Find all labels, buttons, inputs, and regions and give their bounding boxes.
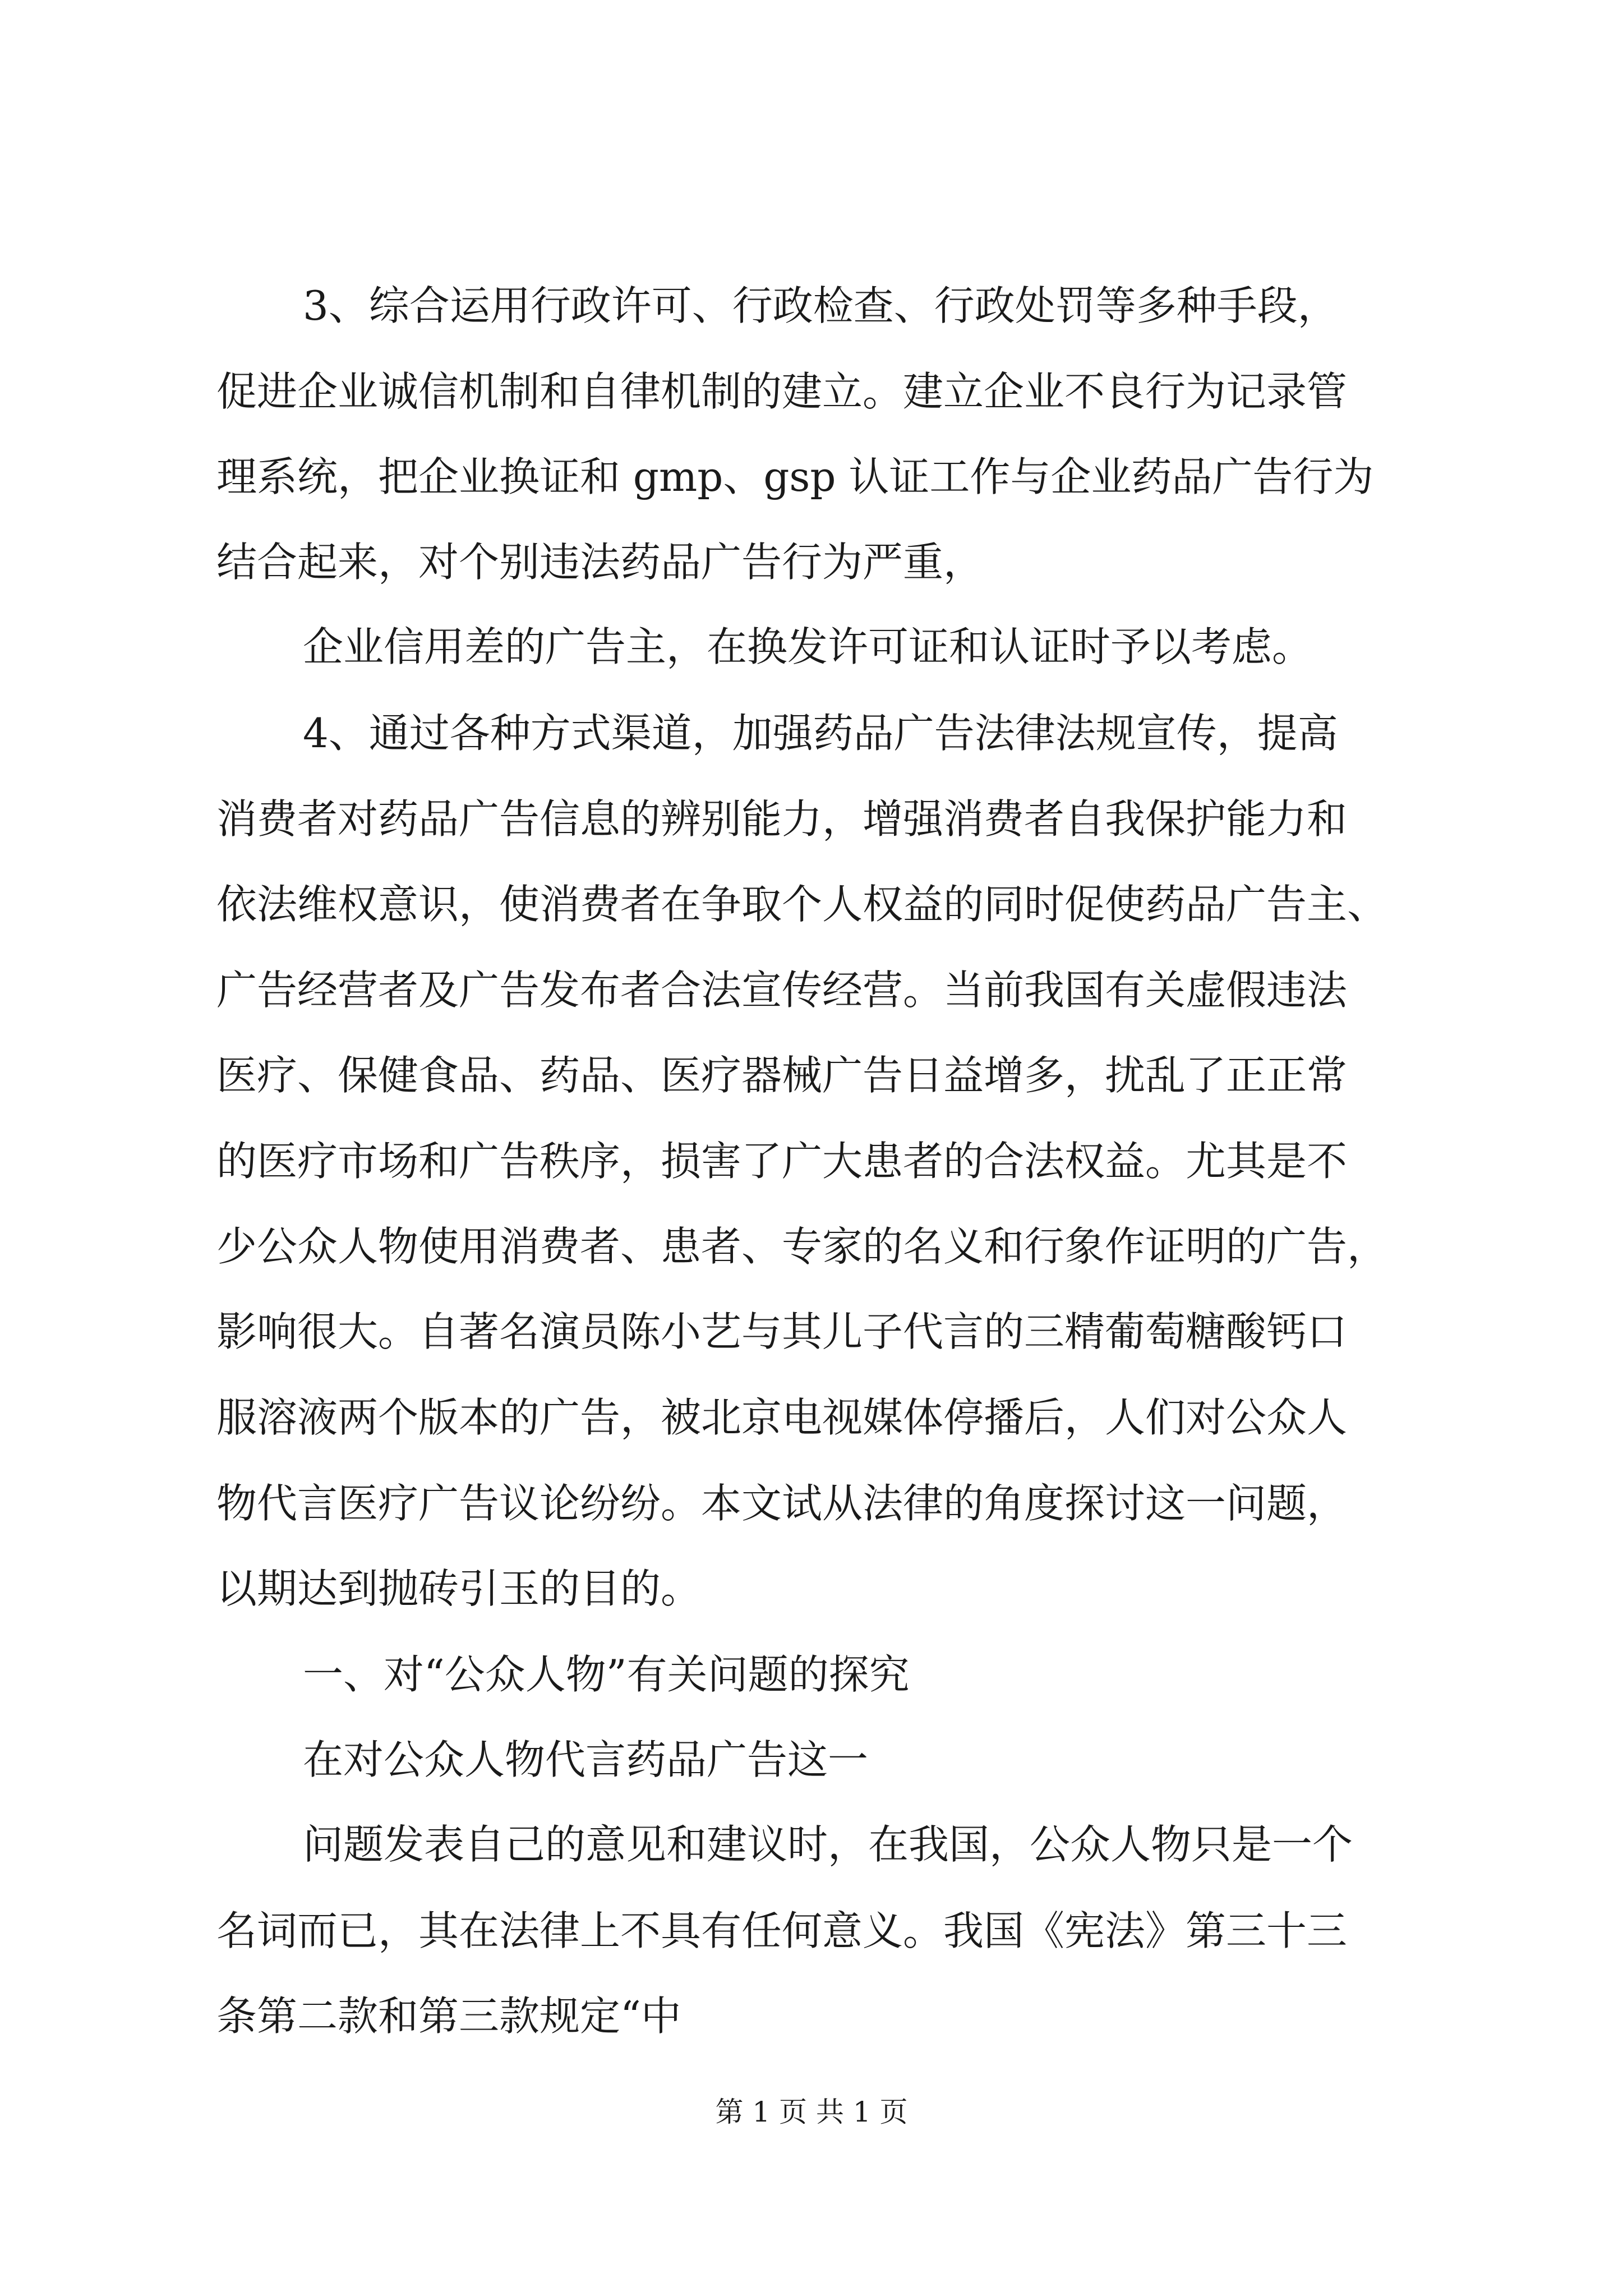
paragraph-line: 结合起来，对个别违法药品广告行为严重， bbox=[216, 539, 984, 586]
paragraph-line: 名词而已，其在法律上不具有任何意义。我国《宪法》第三十三 bbox=[216, 1907, 1348, 1954]
paragraph-line: 在对公众人物代言药品广告这一 bbox=[303, 1736, 869, 1783]
paragraph-line: 企业信用差的广告主，在换发许可证和认证时予以考虑。 bbox=[303, 623, 1313, 670]
paragraph-line: 3、综合运用行政许可、行政检查、行政处罚等多种手段， bbox=[303, 282, 1338, 329]
paragraph-line: 依法维权意识，使消费者在争取个人权益的同时促使药品广告主、 bbox=[216, 881, 1388, 928]
section-heading: 一、对“公众人物”有关问题的探究 bbox=[303, 1651, 910, 1698]
paragraph-line: 理系统，把企业换证和 gmp、gsp 认证工作与企业药品广告行为 bbox=[216, 453, 1374, 500]
paragraph-line: 条第二款和第三款规定“中 bbox=[216, 1993, 681, 2040]
paragraph-line: 医疗、保健食品、药品、医疗器械广告日益增多，扰乱了正正常 bbox=[216, 1052, 1348, 1099]
page-number-footer: 第 1 页 共 1 页 bbox=[715, 2096, 908, 2128]
paragraph-line: 少公众人物使用消费者、患者、专家的名义和行象作证明的广告， bbox=[216, 1223, 1388, 1270]
paragraph-line: 4、通过各种方式渠道，加强药品广告法律法规宣传，提高 bbox=[303, 710, 1338, 757]
paragraph-line: 以期达到抛砖引玉的目的。 bbox=[216, 1565, 702, 1612]
paragraph-line: 促进企业诚信机制和自律机制的建立。建立企业不良行为记录管 bbox=[216, 368, 1348, 415]
paragraph-line: 消费者对药品广告信息的辨别能力，增强消费者自我保护能力和 bbox=[216, 795, 1348, 843]
paragraph-line: 服溶液两个版本的广告，被北京电视媒体停播后，人们对公众人 bbox=[216, 1394, 1348, 1441]
paragraph-line: 物代言医疗广告议论纷纷。本文试从法律的角度探讨这一问题， bbox=[216, 1480, 1348, 1527]
paragraph-line: 广告经营者及广告发布者合法宣传经营。当前我国有关虚假违法 bbox=[216, 967, 1348, 1014]
paragraph-line: 问题发表自己的意见和建议时，在我国，公众人物只是一个 bbox=[303, 1821, 1353, 1868]
paragraph-line: 的医疗市场和广告秩序，损害了广大患者的合法权益。尤其是不 bbox=[216, 1138, 1348, 1185]
paragraph-line: 影响很大。自著名演员陈小艺与其儿子代言的三精葡萄糖酸钙口 bbox=[216, 1308, 1348, 1355]
